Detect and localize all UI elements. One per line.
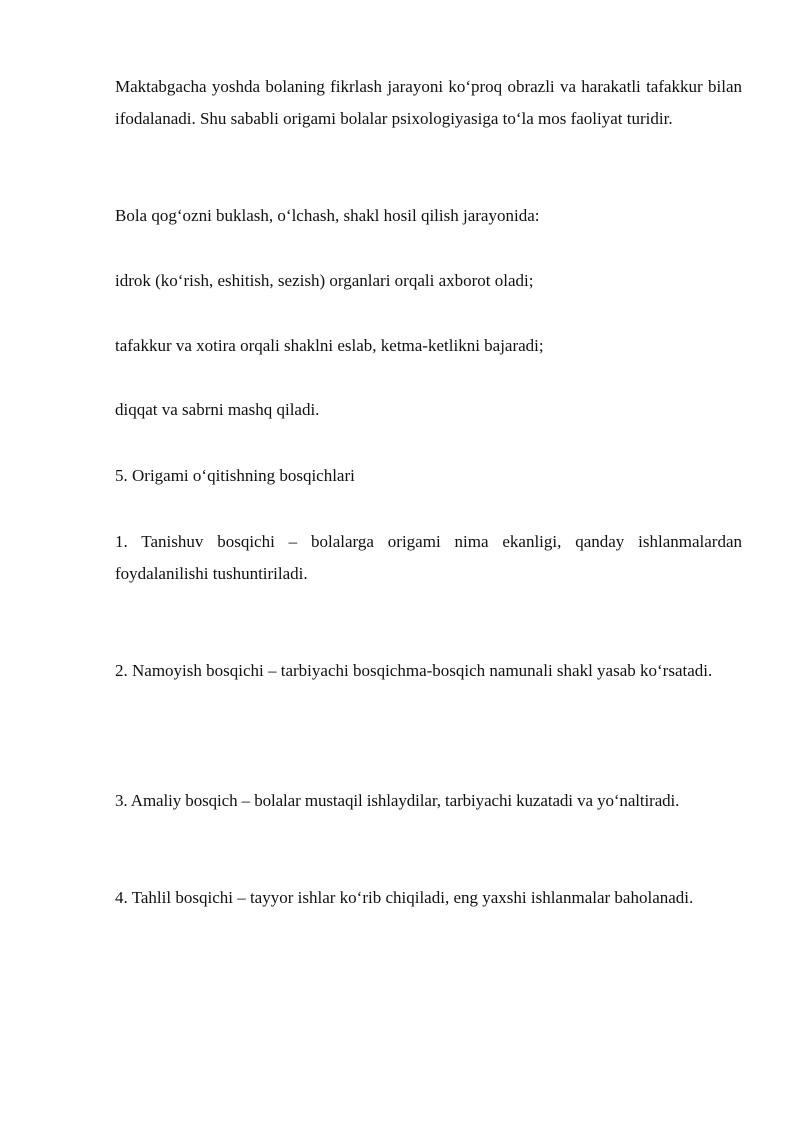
paragraph-perception: idrok (koʻrish, eshitish, sezish) organlari orqali axborot oladi; [115, 271, 534, 290]
paragraph-attention: diqqat va sabrni mashq qiladi. [115, 400, 320, 419]
paragraph-process-lead: Bola qogʻozni buklash, oʻlchash, shakl hosil qilish jarayonida: [115, 206, 540, 225]
stage-4-analysis: 4. Tahlil bosqichi – tayyor ishlar koʻrib chiqiladi, eng yaxshi ishlanmalar baholanadi. [115, 888, 694, 907]
paragraph-thinking-memory: tafakkur va xotira orqali shaklni eslab, ketma-ketlikni bajaradi; [115, 336, 544, 355]
stage-3-practice: 3. Amaliy bosqich – bolalar mustaqil ishlaydilar, tarbiyachi kuzatadi va yoʻnaltiradi. [115, 791, 680, 810]
stage-2-demonstration: 2. Namoyish bosqichi – tarbiyachi bosqichma-bosqich namunali shakl yasab koʻrsatadi. [115, 661, 713, 680]
stage-1-introduction: 1. Tanishuv bosqichi – bolalarga origami nima ekanligi, qanday ishlanmalardan foydalanilishi tushuntiriladi. [115, 532, 742, 583]
section-heading-stages: 5. Origami oʻqitishning bosqichlari [115, 466, 355, 485]
paragraph-intro: Maktabgacha yoshda bolaning fikrlash jarayoni koʻproq obrazli va harakatli tafakkur bilan ifodalanadi. Shu sababli origami bolalar psixologiyasiga toʻla mos faoliyat turidir. [115, 77, 742, 128]
